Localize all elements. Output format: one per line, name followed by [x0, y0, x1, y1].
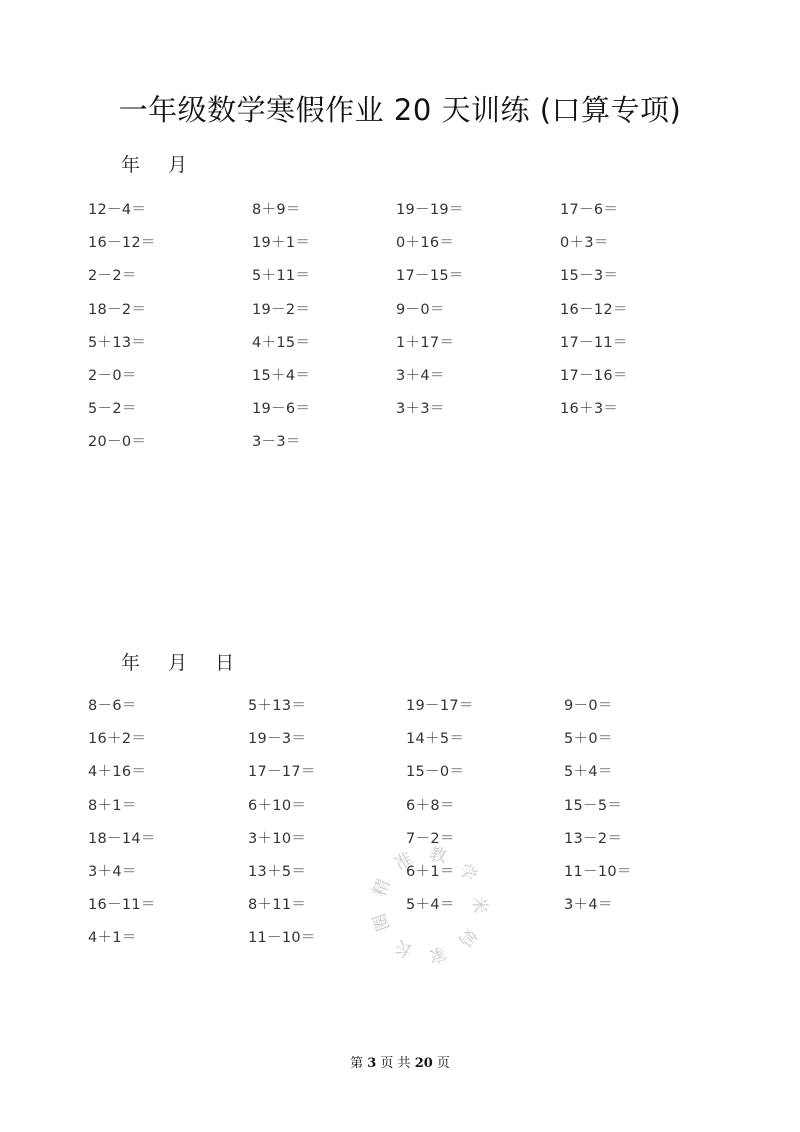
math-problem: 8－6＝: [88, 698, 137, 714]
math-problem: 19－6＝: [252, 401, 311, 418]
math-problem: 16＋2＝: [88, 731, 147, 748]
math-problem: 11－10＝: [564, 864, 632, 880]
math-problem: 3＋4＝: [396, 368, 445, 384]
date-day-label: 日: [215, 652, 235, 674]
math-problem: 17－6＝: [560, 202, 619, 218]
math-problem: 13＋5＝: [248, 864, 307, 880]
math-problem: 19－19＝: [396, 202, 464, 218]
math-problem: 8＋11＝: [248, 897, 307, 914]
page-title: 一年级数学寒假作业 20 天训练 (口算专项): [118, 93, 682, 127]
math-problem: 6＋10＝: [248, 797, 307, 814]
math-problem: 3－3＝: [252, 434, 301, 451]
date-year-label: 年: [121, 154, 141, 176]
math-problem: 12－4＝: [88, 202, 147, 218]
page-footer: 第 3 页 共 20 页: [350, 1056, 450, 1071]
math-problem: 9－0＝: [396, 301, 445, 318]
math-problem: 8＋9＝: [252, 202, 301, 218]
current-page-number: 3: [367, 1056, 377, 1071]
math-problem: 19－17＝: [406, 698, 474, 714]
math-problem: 4＋1＝: [88, 930, 137, 947]
math-problem: 14＋5＝: [406, 731, 465, 748]
math-problem: 8＋1＝: [88, 797, 137, 814]
math-problem: 3＋4＝: [88, 864, 137, 880]
math-problem: 17－17＝: [248, 764, 316, 781]
math-problem: 6＋1＝: [406, 864, 455, 880]
watermark-char: 米: [469, 896, 489, 914]
watermark-char: 家: [427, 942, 448, 966]
math-problem: 2－2＝: [88, 268, 137, 285]
watermark-char: 精: [369, 876, 395, 900]
watermark-char: 准: [391, 848, 417, 875]
total-pages: 20: [414, 1056, 433, 1071]
watermark-char: 圈: [369, 910, 395, 934]
math-problem: 17－11＝: [560, 334, 628, 351]
math-problem: 15－0＝: [406, 764, 465, 781]
watermark-char: 学: [454, 859, 481, 886]
math-problem: 19－3＝: [248, 731, 307, 748]
watermark-char: 长: [391, 935, 417, 962]
math-problem: 11－10＝: [248, 930, 316, 947]
math-problem: 18－2＝: [88, 301, 147, 318]
math-problem: 13－2＝: [564, 830, 623, 847]
math-problem: 3＋3＝: [396, 401, 445, 418]
date-line-1: [121, 150, 209, 177]
math-problem: 5＋11＝: [252, 268, 311, 285]
math-problem: 4＋16＝: [88, 764, 147, 781]
math-problem: 19－2＝: [252, 301, 311, 318]
math-problem: 0＋16＝: [396, 235, 455, 252]
date-line-2: [121, 648, 256, 675]
math-problem: 15－3＝: [560, 268, 619, 285]
math-problem: 19＋1＝: [252, 235, 311, 252]
math-problem: 16－12＝: [560, 301, 628, 318]
watermark-seal-icon: [358, 843, 500, 971]
math-problem: 5＋4＝: [564, 764, 613, 781]
math-problem: 3＋10＝: [248, 830, 307, 847]
math-problem: 3＋4＝: [564, 897, 613, 914]
watermark-char: 教: [427, 844, 448, 868]
math-problem: 15－5＝: [564, 797, 623, 814]
watermark-char: 妈: [454, 924, 481, 951]
math-problem: 7－2＝: [406, 830, 455, 847]
date-month-label: 月: [168, 154, 188, 176]
math-problem: 5＋13＝: [248, 698, 307, 714]
date-month-label: 月: [168, 652, 188, 674]
date-year-label: 年: [121, 652, 141, 674]
math-problem: 15＋4＝: [252, 368, 311, 384]
math-problem: 9－0＝: [564, 698, 613, 714]
math-problem: 0＋3＝: [560, 235, 609, 252]
math-problem: 4＋15＝: [252, 334, 311, 351]
math-problem: 17－16＝: [560, 368, 628, 384]
math-problem: 16＋3＝: [560, 401, 619, 418]
math-problem: 16－12＝: [88, 235, 156, 252]
math-problem: 2－0＝: [88, 368, 137, 384]
math-problem: 16－11＝: [88, 897, 156, 914]
math-problem: 5－2＝: [88, 401, 137, 418]
math-problem: 6＋8＝: [406, 797, 455, 814]
math-problem: 18－14＝: [88, 830, 156, 847]
math-problem: 17－15＝: [396, 268, 464, 285]
math-problem: 5＋13＝: [88, 334, 147, 351]
math-problem: 5＋0＝: [564, 731, 613, 748]
math-problem: 5＋4＝: [406, 897, 455, 914]
math-problem: 1＋17＝: [396, 334, 455, 351]
math-problem: 20－0＝: [88, 434, 147, 451]
